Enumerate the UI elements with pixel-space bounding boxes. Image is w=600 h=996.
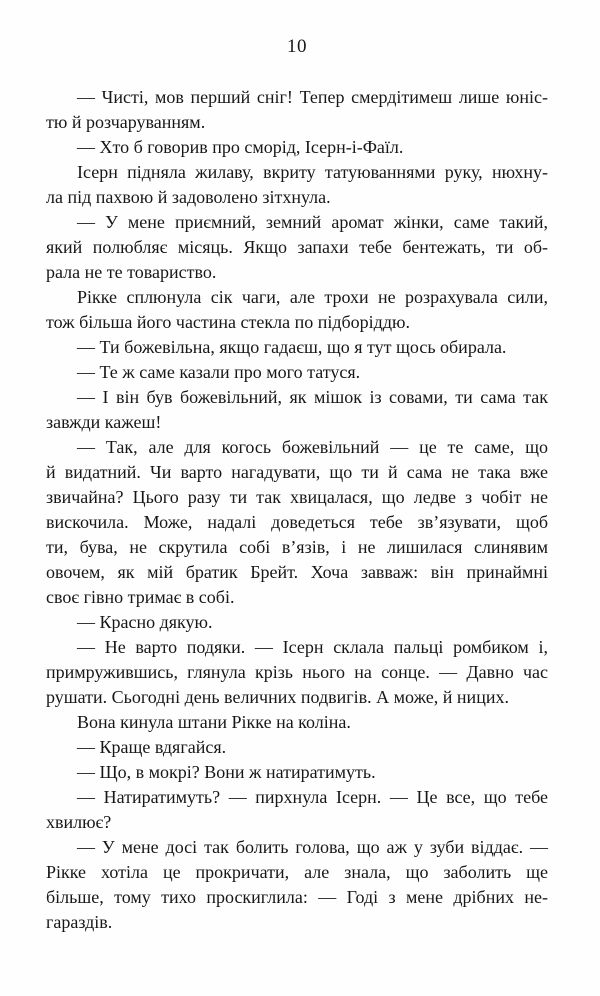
text-line: своє гівно тримає в собі. (46, 587, 235, 607)
paragraph (46, 635, 548, 710)
paragraph (46, 85, 548, 135)
paragraph (46, 210, 548, 285)
text-line: рала не те товариство. (46, 262, 217, 282)
text-line: — У мене приємний, земний аромат жінки, саме такий, (77, 212, 548, 232)
text-line: — Красно дякую. (77, 612, 213, 632)
text-line: овочем, як мій братик Брейт. Хоча завваж: він принаймні (46, 562, 548, 582)
text-line: більше, тому тихо проскиглила: — Годі з мене дрібних не- (46, 887, 548, 907)
paragraph (46, 160, 548, 210)
paragraph (46, 360, 548, 385)
paragraph (46, 735, 548, 760)
text-line: Рікке сплюнула сік чаги, але трохи не розрахувала сили, (77, 287, 548, 307)
text-line: — Те ж саме казали про мого татуся. (77, 362, 361, 382)
paragraph (46, 285, 548, 335)
paragraph (46, 760, 548, 785)
paragraph (46, 710, 548, 735)
text-line: — Натиратимуть? — пирхнула Ісерн. — Це все, що тебе (77, 787, 548, 807)
text-line: — У мене досі так болить голова, що аж у зуби віддає. — (77, 837, 548, 857)
text-line: вискочила. Може, надалі доведеться тебе зв’язувати, щоб (46, 512, 548, 532)
text-line: Рікке хотіла це прокричати, але знала, що заболить ще (46, 862, 548, 882)
text-line: — Хто б говорив про сморід, Ісерн-і-Фаїл. (77, 137, 404, 157)
text-line: Ісерн підняла жилаву, вкриту татуюваннями руку, нюхну- (77, 162, 548, 182)
text-line: ла під пахвою й задоволено зітхнула. (46, 187, 331, 207)
text-line: звичайна? Цього разу ти так хвицалася, що ледве з чобіт не (46, 487, 548, 507)
text-line: — І він був божевільний, як мішок із совами, ти сама так (77, 387, 548, 407)
text-line: — Що, в мокрі? Вони ж натиратимуть. (77, 762, 376, 782)
text-line: ти, бува, не скрутила собі в’язів, і не лишилася слинявим (46, 537, 548, 557)
page-number: 10 (287, 36, 307, 57)
text-line: — Ти божевільна, якщо гадаєш, що я тут щось обирала. (77, 337, 507, 357)
text-line: завжди кажеш! (46, 412, 162, 432)
text-line: — Краще вдягайся. (77, 737, 227, 757)
text-line: — Так, але для когось божевільний — це те саме, що (77, 437, 548, 457)
paragraph (46, 335, 548, 360)
text-line: й видатний. Чи варто нагадувати, що ти й сама не така вже (46, 462, 548, 482)
text-line: примружившись, глянула крізь нього на сонце. — Давно час (46, 662, 548, 682)
paragraph (46, 610, 548, 635)
text-line: Вона кинула штани Рікке на коліна. (77, 712, 351, 732)
text-line: який полюбляє місяць. Якщо запахи тебе бентежать, ти об- (46, 237, 548, 257)
text-line: гараздів. (46, 912, 113, 932)
text-line: — Не варто подяки. — Ісерн склала пальці ромбиком і, (77, 637, 548, 657)
text-line: тю й розчаруванням. (46, 112, 206, 132)
text-line: тож більша його частина стекла по підборіддю. (46, 312, 410, 332)
paragraph (46, 435, 548, 610)
paragraph (46, 135, 548, 160)
text-line: хвилює? (46, 812, 112, 832)
text-line: рушати. Сьогодні день величних подвигів. А може, й ницих. (46, 687, 509, 707)
paragraph (46, 785, 548, 835)
paragraph (46, 835, 548, 935)
paragraph (46, 385, 548, 435)
page-text (46, 85, 548, 935)
text-line: — Чисті, мов перший сніг! Тепер смердітимеш лише юніс- (77, 87, 548, 107)
